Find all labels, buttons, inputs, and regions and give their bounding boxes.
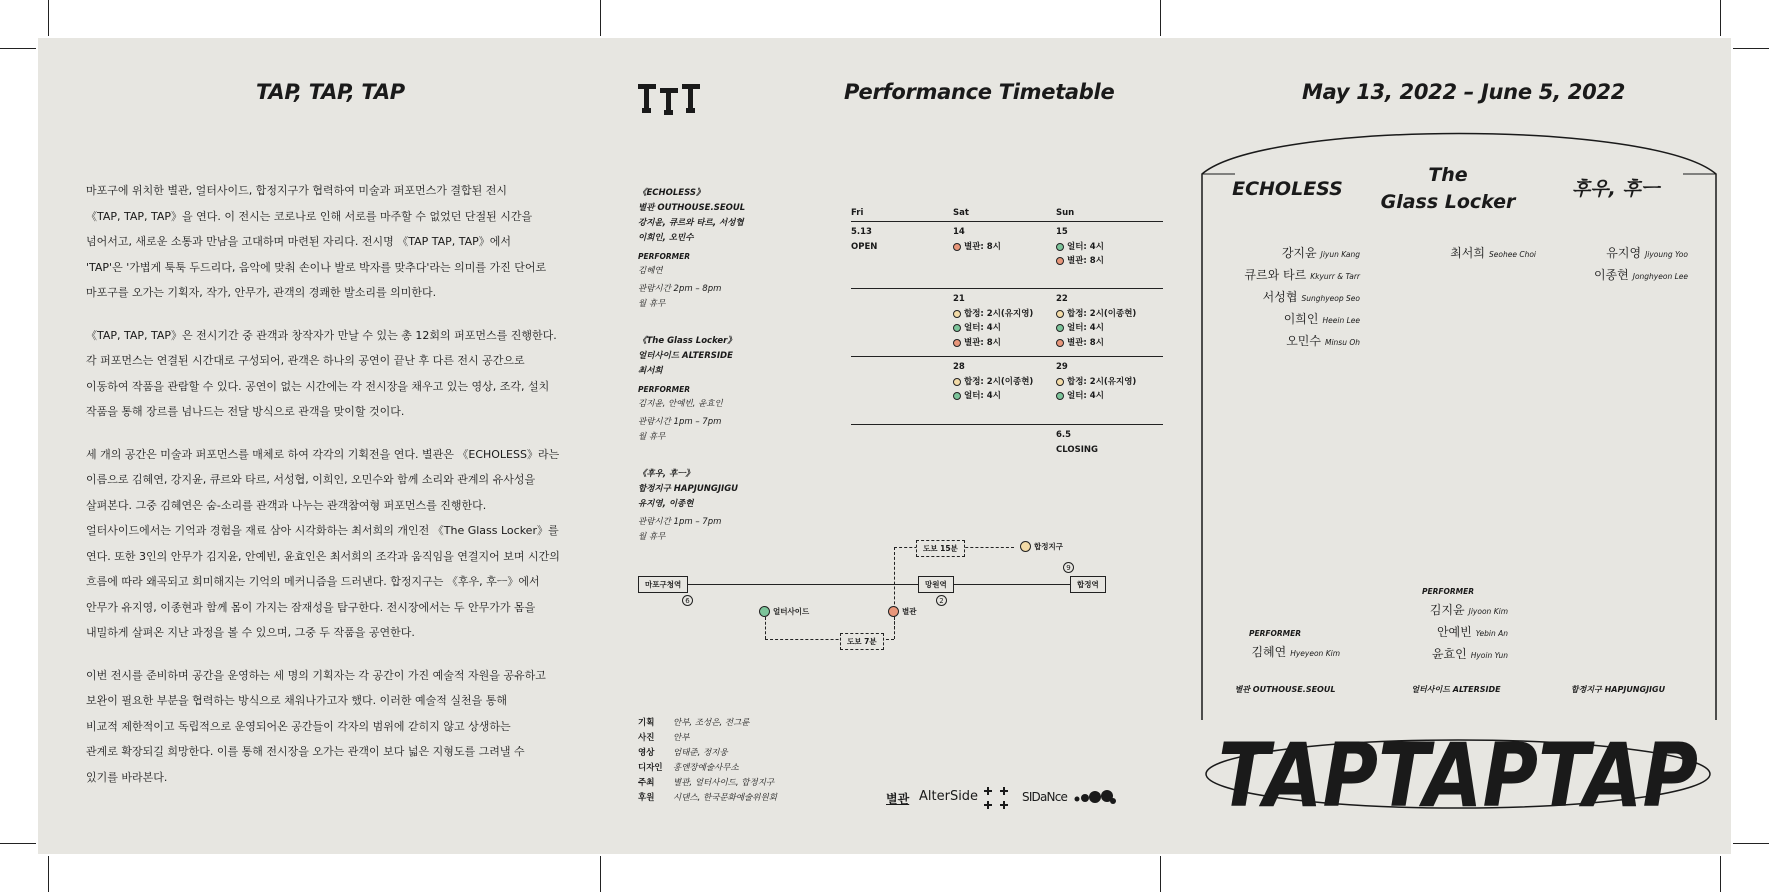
cell-date: 14 [953, 227, 965, 237]
exhibition-title: 《The Glass Locker》 [638, 336, 736, 346]
station-mapo-gu-office: 마포구청역 [638, 576, 688, 593]
artist-name-en: Jiyoung Yoo [1645, 250, 1688, 259]
line-number-badge: 6 [682, 595, 693, 606]
credit-row [638, 776, 838, 791]
event-text: 별관: 8시 [1067, 337, 1104, 348]
performer-names: 김혜연 [638, 266, 663, 276]
cell-note: OPEN [851, 241, 878, 252]
credit-role: 디자인 [638, 763, 663, 773]
viewing-hours: 관람시간 2pm – 8pm [638, 284, 722, 294]
artist-name-ko: 유지영 [1606, 246, 1642, 260]
wordmark-text: TAPTAPTAP [1218, 724, 1698, 827]
intro-line: 내밀하게 살펴온 지난 과정을 볼 수 있으며, 그중 두 작품을 공연한다. [86, 626, 415, 639]
performance-event [953, 389, 1053, 404]
line-number-badge: 2 [936, 595, 947, 606]
venue-dot-icon [953, 310, 961, 318]
exhibition-block [638, 334, 788, 445]
performer-label: PERFORMER [638, 385, 691, 394]
event-text: 얼터: 4시 [1067, 241, 1104, 252]
exhibition-block [638, 467, 788, 545]
artist-names-glass-locker [1376, 243, 1536, 265]
intro-line: 있기를 바라본다. [86, 770, 168, 784]
venue-dot-icon [953, 243, 961, 251]
intro-line: 'TAP'은 '가볍게 툭툭 두드리다, 음악에 맞춰 손이나 발로 박자를 맞추다'라는 의미를 가진 단어로 [86, 260, 547, 274]
crop-mark [0, 843, 36, 844]
performance-event [1056, 240, 1156, 255]
venue-dot-icon [1056, 243, 1064, 251]
timetable-cell-sun [1056, 360, 1156, 404]
intro-line: 각 퍼포먼스는 연결된 시간대로 구성되어, 관객은 하나의 공연이 끝난 후 다른 전시 공간으로 [86, 354, 525, 367]
performance-event [1056, 336, 1156, 351]
byeolgwan-logo: 별관 [886, 792, 910, 806]
venue-dot-icon [1056, 378, 1064, 386]
venue-label-outhouse: 별관 OUTHOUSE.SEOUL [1234, 685, 1336, 694]
arts-council-logo-icon [1073, 788, 1117, 806]
credit-role: 주최 [638, 778, 655, 788]
artist-name-en: Heein Lee [1322, 316, 1360, 325]
crop-mark [48, 0, 49, 36]
credit-row [638, 746, 838, 761]
crop-mark [600, 0, 601, 36]
venue-label-hapjungjigu: 합정지구 HAPJUNGJIGU [1570, 685, 1666, 694]
credit-value: 안부, 조성은, 전그륜 [673, 718, 750, 728]
credit-value: 안부 [673, 733, 690, 743]
cell-date: 28 [953, 362, 965, 372]
cell-date: 29 [1056, 362, 1068, 372]
day-header: Sun [1056, 208, 1075, 218]
intro-line: 마포구를 오가는 기획자, 작가, 안무가, 관객의 경쾌한 발소리를 의미한다. [86, 286, 437, 299]
venue-label-alterside: 얼터사이드 ALTERSIDE [1411, 685, 1501, 694]
event-text: 별관: 8시 [964, 337, 1001, 348]
exhibition-artists: 최서희 [638, 366, 663, 376]
subway-line [678, 584, 1098, 585]
performance-event [1056, 375, 1156, 390]
performance-event [1056, 254, 1156, 269]
artist-name-row [1378, 622, 1508, 644]
viewing-hours: 관람시간 1pm – 7pm [638, 517, 722, 527]
line-number-badge: 9 [1063, 562, 1074, 573]
venue-dot-icon [1056, 324, 1064, 332]
credit-role: 기획 [638, 718, 655, 728]
intro-line: 연다. 또한 3인의 안무가 김지윤, 안예빈, 윤효인은 최서희의 조각과 움직임을 연결지어 보며 시간의 [86, 549, 560, 563]
artist-name-row [1210, 331, 1360, 353]
timetable-cell-sun [1056, 225, 1156, 269]
intro-line: 작품을 통해 장르를 넘나드는 전달 방식으로 관객을 맞이할 것이다. [86, 405, 405, 418]
timetable-cell-sat [953, 225, 1053, 254]
intro-line: 관계로 확장되길 희망한다. 이를 통해 전시장을 오가는 관객이 보다 넓은 지형도를 그려낼 수 [86, 745, 525, 758]
intro-line: 마포구에 위치한 별관, 얼터사이드, 합정지구가 협력하여 미술과 퍼포먼스가 결합된 전시 [86, 184, 507, 197]
artist-name-ko: 이희인 [1283, 312, 1319, 326]
artist-name-en: Seohee Choi [1489, 250, 1536, 259]
intro-line: 이동하여 작품을 관람할 수 있다. 공연이 없는 시간에는 각 전시장을 채우고 있는 영상, 조각, 설치 [86, 379, 550, 393]
artist-name-en: Jiyoon Kim [1468, 607, 1508, 616]
performer-label: PERFORMER [638, 252, 691, 261]
artist-name-ko: 오민수 [1286, 334, 1321, 348]
artist-name-ko: 윤효인 [1431, 647, 1467, 661]
performer-label: PERFORMER [1421, 587, 1475, 596]
performance-event [1056, 389, 1156, 404]
day-header: Fri [851, 208, 864, 218]
performance-event [1056, 321, 1156, 336]
closed-day: 월 휴무 [638, 532, 666, 542]
artist-name-en: Yebin An [1475, 629, 1508, 638]
artist-name-row [1210, 243, 1360, 265]
place-marker-icon [888, 606, 899, 617]
cell-date: 15 [1056, 227, 1068, 237]
exhibition-venue: 합정지구 HAPJUNGJIGU [638, 484, 739, 494]
timetable-cell-sun [1056, 292, 1156, 350]
walk-15min-label: 도보 15분 [916, 540, 965, 557]
intro-line: 넘어서고, 새로운 소통과 만남을 고대하며 마련된 자리다. 전시명 《TAP TAP, TAP》에서 [86, 235, 512, 248]
artist-name-en: Jonghyeon Lee [1632, 272, 1688, 281]
cell-date: 22 [1056, 294, 1068, 304]
performance-event [953, 375, 1053, 390]
event-text: 합정: 2시(유지영) [1067, 376, 1137, 387]
venue-dot-icon [1056, 257, 1064, 265]
crop-mark [1720, 0, 1721, 36]
exhibition-venue: 얼터사이드 ALTERSIDE [638, 351, 733, 361]
artist-name-row [1538, 265, 1688, 287]
place-marker-icon [1020, 541, 1031, 552]
place-byeolgwan: 별관 [888, 606, 917, 617]
taptaptap-wordmark [1198, 724, 1718, 827]
hapjungjigu-logo-icon [984, 786, 1010, 810]
alterside-logo: AlterSide [919, 789, 979, 804]
crop-mark [1720, 856, 1721, 892]
crop-mark [1733, 843, 1769, 844]
venue-dot-icon [953, 324, 961, 332]
week-divider [851, 424, 1163, 425]
event-text: 합정: 2시(이종현) [964, 376, 1034, 387]
intro-line: 《TAP, TAP, TAP》을 연다. 이 전시는 코로나로 인해 서로를 마주할 수 없었던 단절된 시간을 [86, 209, 533, 223]
viewing-hours: 관람시간 1pm – 7pm [638, 417, 722, 427]
day-header: Sat [953, 208, 969, 218]
venue-dot-icon [953, 378, 961, 386]
performer-label: PERFORMER [1248, 629, 1302, 638]
artist-name-row [1210, 309, 1360, 331]
panel2-title: Performance Timetable [844, 80, 1115, 104]
credit-value: 시댄스, 한국문화예술위원회 [673, 793, 777, 803]
performer-names-glass-locker [1378, 600, 1508, 666]
event-text: 별관: 8시 [964, 241, 1001, 252]
cell-date: 21 [953, 294, 965, 304]
exhibition-artists: 이희인, 오민수 [638, 233, 694, 243]
intro-line: 이름으로 김혜연, 강지윤, 큐르와 타르, 서성협, 이희인, 오민수와 함께 소리와 관계의 유사성을 [86, 473, 536, 486]
artist-name-en: Hyoin Yun [1470, 651, 1508, 660]
credit-value: 별관, 얼터사이드, 합정지구 [673, 778, 775, 788]
crop-mark [48, 856, 49, 892]
exhibition-venue: 별관 OUTHOUSE.SEOUL [638, 203, 746, 213]
venue-dot-icon [1056, 310, 1064, 318]
brochure-sheet [38, 38, 1731, 854]
week-divider [851, 288, 1163, 289]
credit-value: 홍앤장예술사무소 [673, 763, 739, 773]
cell-date: 6.5 [1056, 430, 1072, 440]
intro-paragraph [86, 323, 586, 425]
crop-mark [1160, 856, 1161, 892]
crop-mark [1733, 48, 1769, 49]
intro-line: 《TAP, TAP, TAP》은 전시기간 중 관객과 창작자가 만날 수 있는 총 12회의 퍼포먼스를 진행한다. [86, 328, 557, 342]
artist-name-ko: 강지윤 [1281, 246, 1317, 260]
exhibition-artists: 강지윤, 큐르와 타르, 서성협 [638, 218, 744, 228]
performance-event [953, 321, 1053, 336]
artist-name-ko: 이종현 [1593, 268, 1629, 282]
event-text: 별관: 8시 [1067, 256, 1104, 266]
exhibition-title: 《ECHOLESS》 [638, 188, 705, 198]
artist-name-ko: 큐르와 타르 [1244, 268, 1307, 282]
artist-name-row [1210, 642, 1340, 664]
exhibition-artists: 유지영, 이종현 [638, 499, 694, 509]
panel1-title: TAP, TAP, TAP [256, 80, 405, 104]
intro-line: 흐름에 따라 왜곡되고 희미해지는 기억의 메커니즘을 드러낸다. 합정지구는 《후우, 후ㅡ》에서 [86, 575, 540, 588]
place-hapjungjigu: 합정지구 [1020, 541, 1063, 552]
artist-name-ko: 안예빈 [1436, 625, 1472, 639]
credit-role: 영상 [638, 748, 655, 758]
credit-row [638, 791, 838, 806]
cell-note: CLOSING [1056, 444, 1098, 455]
venue-dot-icon [953, 339, 961, 347]
artist-name-row [1378, 644, 1508, 666]
event-text: 얼터: 4시 [1067, 323, 1104, 333]
walk-7min-label: 도보 7분 [840, 633, 884, 650]
venue-dot-icon [1056, 339, 1064, 347]
artist-name-ko: 김지윤 [1429, 603, 1465, 617]
place-marker-icon [759, 606, 770, 617]
artist-name-ko: 김혜연 [1251, 645, 1287, 659]
intro-line: 이번 전시를 준비하며 공간을 운영하는 세 명의 기획자는 각 공간이 가진 예술적 자원을 공유하고 [86, 668, 546, 682]
intro-line: 안무가 유지영, 이종현과 함께 몸이 가지는 잠재성을 탐구한다. 전시장에서는 두 안무가가 몸을 [86, 600, 536, 614]
artist-names-echoless [1210, 243, 1360, 353]
credit-role: 사진 [638, 733, 655, 743]
walk-route [765, 617, 766, 639]
intro-paragraph [86, 178, 586, 306]
crop-mark [0, 48, 36, 49]
performance-event [953, 307, 1053, 322]
event-text: 얼터: 4시 [964, 323, 1001, 333]
timetable-cell-sun [1056, 428, 1156, 457]
closed-day: 월 휴무 [638, 299, 666, 309]
credit-row [638, 731, 838, 746]
artist-name-row [1378, 600, 1508, 622]
timetable-cell-sat [953, 360, 1053, 404]
venue-dot-icon [1056, 392, 1064, 400]
place-alterside: 얼터사이드 [759, 606, 809, 617]
closed-day: 월 휴무 [638, 432, 666, 442]
performance-event [953, 240, 1053, 255]
column-title-huu: 후우, 후ㅡ [1571, 178, 1660, 200]
column-title-glass-locker: The Glass Locker [1380, 164, 1516, 213]
week-divider [851, 221, 1163, 222]
artist-name-row [1210, 287, 1360, 309]
intro-text [86, 178, 586, 807]
artist-name-en: Jiyun Kang [1320, 250, 1360, 259]
intro-line: 보완이 필요한 부분을 협력하는 방식으로 채워나가고자 했다. 이러한 예술적 실천을 통해 [86, 694, 507, 707]
sidance-logo: SIDaNce [1022, 790, 1068, 804]
station-mangwon: 망원역 [918, 576, 954, 593]
intro-paragraph [86, 442, 586, 646]
credits [638, 716, 838, 806]
performance-event [953, 336, 1053, 351]
artist-names-huu [1538, 243, 1688, 287]
route-map [638, 542, 1168, 673]
artist-name-row [1376, 243, 1536, 265]
artist-name-en: Hyeyeon Kim [1290, 649, 1340, 658]
performer-names: 김지윤, 안예빈, 윤효인 [638, 399, 723, 409]
artist-name-en: Sunghyeop Seo [1301, 294, 1360, 303]
crop-mark [600, 856, 601, 892]
artist-name-row [1538, 243, 1688, 265]
venue-dot-icon [953, 392, 961, 400]
intro-line: 살펴본다. 그중 김혜연은 숨-소리를 관객과 나누는 관객참여형 퍼포먼스를 진행한다. [86, 498, 487, 512]
timetable-cell-sat [953, 292, 1053, 350]
performance-event [1056, 307, 1156, 322]
artist-name-row [1210, 265, 1360, 287]
cell-date: 5.13 [851, 227, 872, 237]
performance-timetable [813, 152, 1163, 455]
panel3-title: May 13, 2022 – June 5, 2022 [1302, 80, 1626, 104]
event-text: 얼터: 4시 [964, 391, 1001, 401]
column-title-echoless: ECHOLESS [1232, 178, 1343, 200]
intro-line: 얼터사이드에서는 기억과 경험을 재료 삼아 시각화하는 최서희의 개인전 《The Glass Locker》를 [86, 524, 559, 537]
intro-paragraph [86, 663, 586, 791]
station-hapjeong: 합정역 [1070, 576, 1106, 593]
credit-row [638, 761, 838, 776]
event-text: 합정: 2시(유지영) [964, 308, 1034, 319]
ttt-logo-icon [638, 80, 700, 120]
event-text: 얼터: 4시 [1067, 391, 1104, 401]
artist-name-en: Kkyurr & Tarr [1310, 272, 1360, 281]
intro-line: 비교적 제한적이고 독립적으로 운영되어온 공간들이 각자의 범위에 갇히지 않고 상생하는 [86, 719, 511, 733]
exhibition-block [638, 186, 788, 312]
exhibition-list [638, 186, 788, 567]
artist-name-ko: 서성협 [1262, 290, 1298, 304]
week-divider [851, 356, 1163, 357]
exhibition-title: 《후우, 후ㅡ》 [638, 469, 695, 479]
event-text: 합정: 2시(이종현) [1067, 308, 1137, 319]
artist-name-en: Minsu Oh [1324, 338, 1360, 347]
performer-names-echoless [1210, 642, 1340, 664]
credit-row [638, 716, 838, 731]
credit-value: 엄태준, 정지웅 [673, 748, 728, 758]
crop-mark [1160, 0, 1161, 36]
intro-line: 세 개의 공간은 미술과 퍼포먼스를 매체로 하여 각각의 기획전을 연다. 별관은 《ECHOLESS》라는 [86, 447, 560, 461]
artist-name-ko: 최서희 [1450, 246, 1485, 260]
credit-role: 후원 [638, 793, 655, 803]
walk-route [894, 617, 895, 639]
timetable-cell-fri [851, 225, 951, 254]
